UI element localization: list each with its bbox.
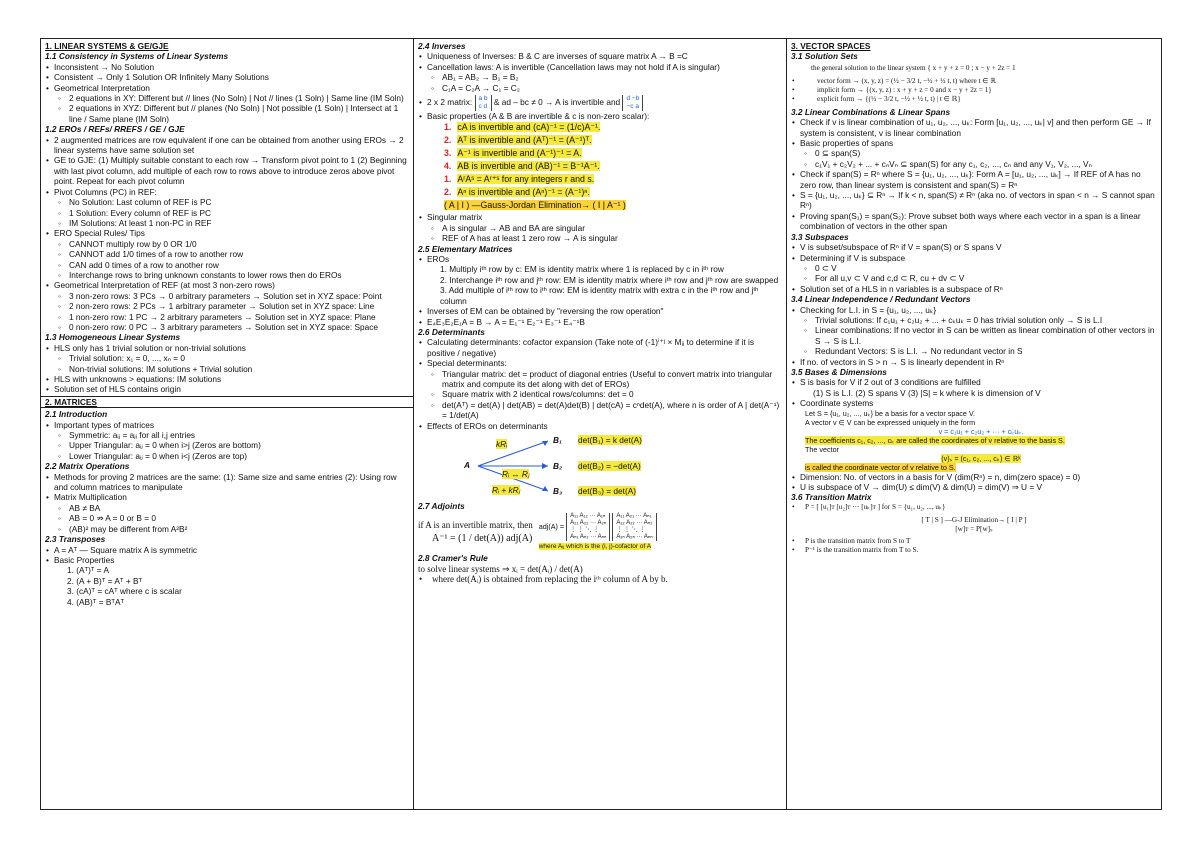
sub-item: ◦ AB ≠ BA (45, 503, 409, 513)
sub-item: ◦ Symmetric: aᵢⱼ = aⱼᵢ for all i,j entries (45, 430, 409, 440)
sub-item: ◦ Redundant Vectors: S is L.I. → No redundant vector in S (791, 346, 1157, 356)
adj-formula: A⁻¹ = (1 / det(A)) adj(A) (432, 533, 533, 545)
sub-item: ◦ For all u,v ⊂ V and c,d ⊂ R, cu + dv ⊂ V (791, 273, 1157, 283)
subsection-2-2: 2.2 Matrix Operations (45, 461, 130, 472)
property-text: A⁻¹ is invertible and (A⁻¹)⁻¹ = A. (457, 148, 582, 159)
list-item: • Checking for L.I. in S = {u₁, u₂, ..., uₖ} (791, 305, 1157, 315)
list-item: • GE to GJE: (1) Multiply suitable constant to each row → Transform pivot point to 1 (2) Beginning with last pivot column, add multiple of each row to rows above to introduce zeros above pivot point. Repeat for each pivot column (45, 155, 409, 186)
sub-item: ◦ CAN add 0 times of a row to another row (45, 260, 409, 270)
cs-formula: v = c₁u₁ + c₂u₂ + ··· + cₖuₖ. (938, 426, 1024, 436)
sub-item: ◦ 1 non-zero row: 1 PC → 2 arbitrary parameters → Solution set in XYZ space: Plane (45, 312, 409, 322)
subsection-2-3: 2.3 Transposes (45, 534, 106, 545)
num: 1. (444, 174, 452, 185)
sub-item: ◦ Lower Triangular: aᵢⱼ = 0 when i<j (Zeros are top) (45, 451, 409, 461)
property-item (444, 147, 782, 160)
sub-item: ◦ CANNOT add 1/0 times of a row to another row (45, 249, 409, 259)
transition-note: • P is the transition matrix from S to T (791, 537, 1157, 546)
list-item: • Dimension: No. of vectors in a basis for V (dim(Rⁿ) = n, dim(zero space) = 0) (791, 472, 1157, 482)
sub-item: ◦ AB = 0 ⇏ A = 0 or B = 0 (45, 513, 409, 523)
sub-item: ◦ Non-trivial solutions: IM solutions + Trivial solution (45, 364, 409, 374)
section-2-header (41, 396, 413, 408)
list-item: • Matrix Multiplication (45, 492, 409, 502)
list-item: • Effects of EROs on determinants (418, 421, 782, 431)
sub-item: ◦ Interchange rows to bring unknown constants to lower rows then do EROs (45, 270, 409, 280)
sub-item: ◦ 0 ⊆ span(S) (791, 148, 1157, 158)
diagram-b3: B₃ (553, 485, 563, 496)
label: & ad – bc ≠ 0 → A is invertible and (493, 97, 621, 108)
sub-item: ◦ Trivial solutions: If c₁u₁ + c₂u₂ + ... + cₖuₖ = 0 has trivial solution only → S is L.I (791, 315, 1157, 325)
sub-item: ◦ Square matrix with 2 identical rows/columns: det = 0 (418, 389, 782, 399)
list-item: • Special determinants: (418, 358, 782, 368)
num: 1. (444, 122, 452, 133)
numbered-item: 2. (A + B)ᵀ = Aᵀ + Bᵀ (67, 575, 143, 586)
arrowhead-2 (542, 463, 548, 469)
cramer-note: • where det(Aᵢ) is obtained from replacing the iᵗʰ column of A by b. (418, 574, 782, 584)
diagram-b1: B₁ (553, 434, 562, 445)
num: 3. (444, 148, 452, 159)
ero-determinant-diagram (438, 433, 782, 499)
column-3 (787, 39, 1161, 809)
list-item: • A = Aᵀ — Square matrix A is symmetric (45, 545, 409, 555)
diagram-a: A (464, 459, 470, 470)
numbered-item: 3. (cA)ᵀ = cAᵀ where c is scalar (67, 586, 182, 597)
cs-definition: is called the coordinate vector of v relative to S. (805, 462, 956, 472)
cheatsheet (40, 38, 1162, 810)
sub-item: ◦ IM Solutions: At least 1 non-PC in REF (45, 218, 409, 228)
coordinate-systems-box (791, 409, 1157, 472)
cs-formula (805, 454, 1157, 463)
arrowhead-3 (542, 486, 548, 491)
list-item: • S is basis for V if 2 out of 3 conditions are fulfilled (791, 377, 1157, 387)
diagram-result-3: det(B₃) = det(A) (578, 485, 637, 496)
sub-item: ◦ 2 equations in XYZ: Different but // planes (No Soln) | Not possible (1 Soln) | Intersect at 1 line / Same plane (IM Soln) (45, 103, 409, 124)
property-text: AʳAˢ = Aʳ⁺ˢ for any integers r and s. (457, 174, 595, 185)
numbered-item: 2. Interchange iᵗʰ row and jᵗʰ row: EM is identity matrix where iᵗʰ row and jᵗʰ row are swapped (440, 274, 779, 285)
adjoint-block (418, 513, 782, 551)
list-item: • Solution set of HLS contains origin (45, 384, 409, 394)
list-item: • U is subspace of V → dim(U) ≤ dim(V) & dim(U) = dim(V) ⇒ U = V (791, 482, 1157, 492)
sub-item: ◦ CANNOT multiply row by 0 OR 1/0 (45, 239, 409, 249)
list-item: • Determining if V is subspace (791, 253, 1157, 263)
numbered-item: 1. (Aᵀ)ᵀ = A (67, 565, 109, 576)
sub-item: ◦ REF of A has at least 1 zero row → A is singular (418, 233, 782, 243)
numbered-item: 3. Add multiple of iᵗʰ row to iᵗʰ row: EM is identity matrix with extra c in the iᵗʰ row and jᵗʰ column (440, 285, 759, 306)
section-2-title: 2. MATRICES (45, 396, 97, 407)
column-2 (414, 39, 787, 809)
inverse-properties (418, 121, 782, 212)
sub-item: ◦ A is singular → AB and BA are singular (418, 223, 782, 233)
list-item: • Uniqueness of Inverses: B & C are inverses of square matrix A → B =C (418, 51, 782, 61)
list-item: • E₄E₃E₂E₁A = B → A = E₁⁻¹ E₂⁻¹ E₃⁻¹ E₄⁻¹B (418, 317, 782, 327)
list-item: • Inconsistent → No Solution (45, 62, 409, 72)
list-item: • If no. of vectors in S > n → S is linearly dependent in Rⁿ (791, 357, 1157, 367)
adj-note: where Aᵢⱼ which is the (i, j)-cofactor of A (538, 543, 652, 551)
list-item: • Singular matrix (418, 212, 782, 222)
subsection-2-6: 2.6 Determinants (418, 326, 485, 337)
sub-item: ◦ 1 Solution: Every column of REF is PC (45, 208, 409, 218)
sub-item: ◦ No Solution: Last column of REF is PC (45, 197, 409, 207)
subsection-3-2: 3.2 Linear Combinations & Linear Spans (791, 106, 951, 117)
diagram-label-add: Rᵢ + kRⱼ (492, 484, 521, 495)
cs-line (805, 436, 1157, 445)
column-1 (41, 39, 414, 809)
list-item: • Important types of matrices (45, 420, 409, 430)
sub-item: ◦ Triangular matrix: det = product of diagonal entries (Useful to convert matrix into triangular matrix and compute its det along with det of EROs) (418, 369, 782, 390)
diagram-result-2: det(B₂) = −det(A) (578, 460, 641, 471)
property-item (444, 160, 782, 173)
diagram-label-swap: Rᵢ ↔ Rⱼ (502, 468, 530, 479)
cs-coefficients: The coefficients c₁, c₂, ..., cₖ are called the coordinates of v relative to the basis S. (805, 435, 1065, 445)
cramer-rule: to solve linear systems ⇒ xᵢ = det(Aᵢ) / det(A) (418, 563, 583, 574)
list-item: • Methods for proving 2 matrices are the same: (1): Same size and same entries (2): Using row and column matrices to manipulate (45, 472, 409, 493)
section-1-title: 1. LINEAR SYSTEMS & GE/GJE (45, 41, 169, 51)
cs-coordinate-vector: (v)ₛ = (c₁, c₂, ..., cₖ) ∈ ℝᵏ (941, 453, 1021, 463)
list-item: • Check if span(S) = Rⁿ where S = {u₁, u₂, ..., uₖ}: Form A = [u₁, u₂, ..., uₖ] → If REF of A has no zero row, than linear system is consistent and span(S) = Rⁿ (791, 169, 1157, 190)
subsection-1-3: 1.3 Homogeneous Linear Systems (45, 332, 181, 343)
arrowhead-1 (542, 441, 548, 446)
diagram-result-1: det(B₁) = k det(A) (578, 434, 642, 445)
adj-text: if A is an invertible matrix, then (418, 520, 533, 531)
sub-item: ◦ 2 equations in XY: Different but // lines (No Soln) | Not // lines (1 Soln) | Same line (IM Soln) (45, 93, 409, 103)
list-item: • 2 augmented matrices are row equivalent if one can be obtained from another using EROs → 2 linear systems have same solution set (45, 135, 409, 156)
list-item: • Basic properties (A & B are invertible & c is non-zero scalar): (418, 111, 782, 121)
list-item: • Calculating determinants: cofactor expansion (Take note of (-1)ⁱ⁺ʲ × Mᵢⱼ to determine if it is positive / negative) (418, 337, 782, 358)
sub-item: ◦ Upper Triangular: aᵢⱼ = 0 when i>j (Zeros are bottom) (45, 440, 409, 450)
cs-line: The vector (805, 444, 839, 454)
label: 2 x 2 matrix: (427, 97, 473, 108)
cs-line: A vector v ∈ V can be expressed uniquely in the form (805, 417, 976, 427)
sub-item: ◦ c₁V₁ + c₂V₂ + ... + cₙVₙ ⊆ span(S) for any c₁, c₂, ..., cₙ and any V₁, V₂, ..., Vₙ (791, 159, 1157, 169)
numbered-item: 1. Multiply iᵗʰ row by c: EM is identity matrix where 1 is replaced by c in iᵗʰ row (440, 264, 724, 275)
solution-set-system: the general solution to the linear system { x + y + z = 0 ; x − y + 2z = 1 (811, 63, 1016, 72)
property-item (444, 173, 782, 186)
property-item (444, 121, 782, 134)
vector-form: • vector form → (x, y, z) = (½ − 3/2 t, −½ + ½ t, t) where t ∈ ℝ (791, 77, 1157, 86)
list-item: • Coordinate systems (791, 398, 1157, 408)
list-item: • Consistent → Only 1 Solution OR Infinitely Many Solutions (45, 72, 409, 82)
sub-item: ◦ C₁A = C₂A → C₁ = C₂ (418, 83, 782, 93)
numbered-item: 4. (AB)ᵀ = BᵀAᵀ (67, 596, 125, 607)
sub-item: ◦ Trivial solution: x₁ = 0, ..., xₙ = 0 (45, 353, 409, 363)
transition-matrix-def: • P = [ [u₁]ᴛ [u₂]ᴛ ··· [uₖ]ᴛ ] for S = {u₁, u₂, ..., uₖ} (791, 503, 1157, 512)
num: 4. (444, 161, 452, 172)
transition-gj: [ T | S ] —G-J Elimination→ [ I | P ] (921, 515, 1027, 524)
explicit-form: • explicit form → {(½ − 3/2 t, −½ + ½ t, t) | t ∈ ℝ} (791, 95, 1157, 104)
num: 2. (444, 135, 452, 146)
list-item: • Pivot Columns (PC) in REF: (45, 187, 409, 197)
matrix-abcd: a b c d (475, 95, 492, 111)
sub-item: ◦ (AB)² may be different from A²B² (45, 524, 409, 534)
list-item: • Solution set of a HLS in n variables is a subspace of Rⁿ (791, 284, 1157, 294)
list-item: • Proving span(S₁) = span(S₂): Prove subset both ways where each vector in a span is a linear combination of vectors in the other span (791, 211, 1157, 232)
sub-item: ◦ 0 ⊂ V (791, 263, 1157, 273)
list-item: • ERO Special Rules/ Tips (45, 228, 409, 238)
list-item: • Geometrical Interpretation of REF (at most 3 non-zero rows) (45, 280, 409, 290)
diagram-label-k: kRᵢ (496, 438, 508, 449)
property-item (444, 186, 782, 199)
sub-item: ◦ det(Aᵀ) = det(A) | det(AB) = det(A)det(B) | det(cA) = cⁿdet(A), where n is order of A | det(A⁻¹) = 1/det(A) (418, 400, 782, 421)
adj-label: adj(A) = (538, 522, 565, 532)
property-text: cA is invertible and (cA)⁻¹ = (1/c)A⁻¹. (457, 122, 601, 133)
subsection-3-6: 3.6 Transition Matrix (791, 492, 872, 503)
transition-note: • P⁻¹ is the transition matrix from T to S. (791, 546, 1157, 555)
sub-item: ◦ Linear combinations: If no vector in S can be written as linear combination of other vectors in S → S is L.I. (791, 325, 1157, 346)
list-item: • Geometrical Interpretation (45, 83, 409, 93)
cofactor-matrix: A₁₁ A₁₂ ··· A₁ₙ A₂₁ A₂₂ ··· A₂ₙ ⋮ ⋮ ⋱ ⋮ Aₙ₁ Aₙ₂ ··· Aₙₙ (566, 513, 610, 541)
sub-item: ◦ 2 non-zero rows: 2 PCs → 1 arbitrary parameter → Solution set in XYZ space: Line (45, 301, 409, 311)
adjoint-formula (418, 519, 533, 545)
diagram-b2: B₂ (553, 460, 563, 471)
list-item: • Basic properties of spans (791, 138, 1157, 148)
subsection-3-5: 3.5 Bases & Dimensions (791, 366, 887, 377)
cs-line: Let S = {u₁, u₂, ..., uₖ} be a basis for a vector space V. (805, 408, 976, 418)
property-text: AB is invertible and (AB)⁻¹ = B⁻¹A⁻¹. (457, 161, 600, 172)
list-item: • HLS only has 1 trivial solution or non-trivial solutions (45, 343, 409, 353)
cofactor-matrix-transpose: A₁₁ A₂₁ ··· Aₙ₁ A₁₂ A₂₂ ··· Aₙ₂ ⋮ ⋮ ⋱ ⋮ A₁ₙ A₂ₙ ··· Aₙₙ (612, 513, 656, 541)
list-item-2x2-inverse (418, 93, 782, 111)
subsection-3-4: 3.4 Linear Independence / Redundant Vectors (791, 294, 971, 305)
subsection-1-1: 1.1 Consistency in Systems of Linear Systems (45, 51, 229, 62)
property-text: Aⁿ is invertible and (Aⁿ)⁻¹ = (A⁻¹)ⁿ. (457, 187, 590, 198)
list-item: • Basic Properties (45, 555, 409, 565)
sub-item: ◦ 0 non-zero row: 0 PC → 3 arbitrary parameters → Solution set in XYZ space: Space (45, 322, 409, 332)
arrow-1 (478, 438, 548, 466)
list-item: • Cancellation laws: A is invertible (Cancellation laws may not hold if A is singular) (418, 62, 782, 72)
property-item (444, 134, 782, 147)
gj-formula: ( A | I ) —Gauss-Jordan Elimination→ ( I | A⁻¹ ) (444, 200, 626, 211)
num: 2. (444, 187, 452, 198)
list-item: • S = {u₁, u₂, ..., uₖ} ⊆ Rⁿ → If k < n, span(S) ≠ Rⁿ (aka no. of vectors in span < n → S cannot span Rⁿ) (791, 190, 1157, 211)
list-item: • Inverses of EM can be obtained by "reversing the row operation" (418, 306, 782, 316)
numbered-item: (1) S is L.I. (2) S spans V (3) |S| = k where k is dimension of V (813, 387, 1041, 398)
gauss-jordan-inverse (444, 199, 782, 212)
subsection-3-1: 3.1 Solution Sets (791, 51, 858, 62)
matrix-inverse-2x2: d −b −c a (622, 95, 643, 111)
list-item: • HLS with unknowns > equations: IM solutions (45, 374, 409, 384)
cs-line (805, 463, 1157, 472)
adjoint-matrix (539, 513, 657, 551)
subsection-2-7: 2.7 Adjoints (418, 500, 465, 511)
subsection-1-2: 1.2 EROs / REFs/ RREFS / GE / GJE (45, 124, 185, 135)
list-item: • EROs (418, 254, 782, 264)
subsection-2-8: 2.8 Cramer's Rule (418, 553, 488, 564)
implicit-form: • implicit form → {(x, y, z) : x + y + z = 0 and x − y + 2z = 1} (791, 86, 1157, 95)
subsection-3-3: 3.3 Subspaces (791, 231, 849, 242)
section-3-title: 3. VECTOR SPACES (791, 41, 871, 51)
subsection-2-1: 2.1 Introduction (45, 409, 108, 420)
transition-relation: [w]ᴛ = P[w]ₛ (955, 524, 993, 533)
subsection-2-5: 2.5 Elementary Matrices (418, 243, 513, 254)
sub-item: ◦ AB₁ = AB₂ → B₁ = B₂ (418, 72, 782, 82)
sub-item: ◦ 3 non-zero rows: 3 PCs → 0 arbitrary parameters → Solution set in XYZ space: Point (45, 291, 409, 301)
property-text: Aᵀ is invertible and (Aᵀ)⁻¹ = (A⁻¹)ᵀ. (457, 135, 592, 146)
list-item: • Check if v is linear combination of u₁, u₂, ..., uₖ: Form [u₁, u₂, ..., uₖ| v] and then perform GE → If system is consistent, v is linear combination (791, 117, 1157, 138)
list-item: • V is subset/subspace of Rⁿ if V = span(S) or S spans V (791, 242, 1157, 252)
subsection-2-4: 2.4 Inverses (418, 41, 466, 51)
